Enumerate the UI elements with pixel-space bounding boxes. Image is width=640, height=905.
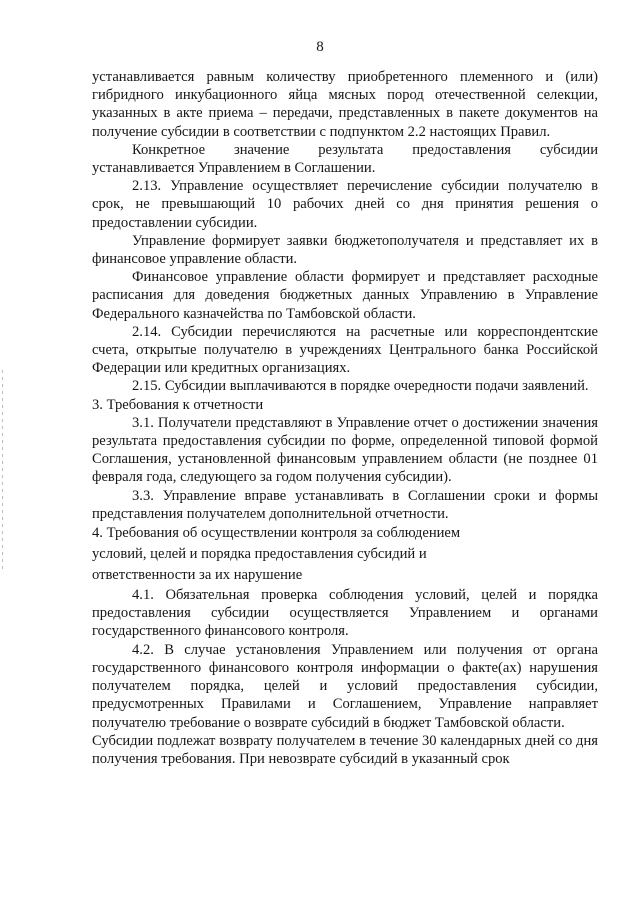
paragraph-result-value: Конкретное значение результата предоставления субсидии устанавливается Управлением в Соглашении.: [92, 141, 598, 177]
paragraph-2-14: 2.14. Субсидии перечисляются на расчетные или корреспондентские счета, открытые получателю в учреждениях Центрального банка Российской Федерации или кредитных организациях.: [92, 323, 598, 377]
paragraph-refund-term: Субсидии подлежат возврату получателем в течение 30 календарных дней со дня получения требования. При невозврате субсидий в указанный срок: [92, 732, 598, 767]
margin-scan-mark: [2, 370, 3, 570]
section-4-heading-line: ответственности за их нарушение: [92, 567, 303, 584]
paragraph-4-2: 4.2. В случае установления Управлением или получения от органа государственного финансового контроля информации о факте(ах) нарушения получателем порядка, целей и условий предоставления субсидии, предусмотренных Правилами и Соглашением, Управление направляет получателю требование о возврате субсидий в бюджет Тамбовской области.: [92, 641, 598, 731]
section-4-heading-line: условий, целей и порядка предоставления субсидий и: [92, 546, 427, 563]
page-number: 8: [316, 39, 324, 55]
paragraph-financial-department: Финансовое управление области формирует и представляет расходные расписания для доведения бюджетных данных Управлению в Управление Федерального казначейства по Тамбовской области.: [92, 269, 598, 322]
paragraph-3-3: 3.3. Управление вправе устанавливать в Соглашении сроки и формы представления получателем дополнительной отчетности.: [92, 487, 598, 522]
section-4-heading: [92, 523, 598, 586]
paragraph-2-15: 2.15. Субсидии выплачиваются в порядке очередности подачи заявлений.: [132, 378, 589, 395]
paragraph-budget-requests: Управление формирует заявки бюджетополучателя и представляет их в финансовое управление области.: [92, 232, 598, 268]
section-4-heading-line: 4. Требования об осуществлении контроля за соблюдением: [92, 525, 461, 542]
document-body: [92, 68, 598, 768]
paragraph-continuation: устанавливается равным количеству приобретенного племенного и (или) гибридного инкубационного яйца мясных пород отечественной селекции, указанных в акте приема – передачи, представленных в пакете документов на получение субсидии в соответствии с подпунктом 2.2 настоящих Правил.: [92, 69, 598, 140]
section-3-heading: 3. Требования к отчетности: [92, 396, 264, 413]
paragraph-4-1: 4.1. Обязательная проверка соблюдения условий, целей и порядка предоставления субсидии осуществляется Управлением и органами государственного финансового контроля.: [92, 587, 598, 640]
paragraph-3-1: 3.1. Получатели представляют в Управление отчет о достижении значения результата предоставления субсидии по форме, определенной типовой формой Соглашения, установленной финансовым управлением области (не позднее 01 февраля года, следующего за годом получения субсидии).: [92, 414, 598, 486]
paragraph-2-13: 2.13. Управление осуществляет перечисление субсидии получателю в срок, не превышающий 10 рабочих дней со дня принятия решения о предоставлении субсидии.: [92, 178, 598, 231]
